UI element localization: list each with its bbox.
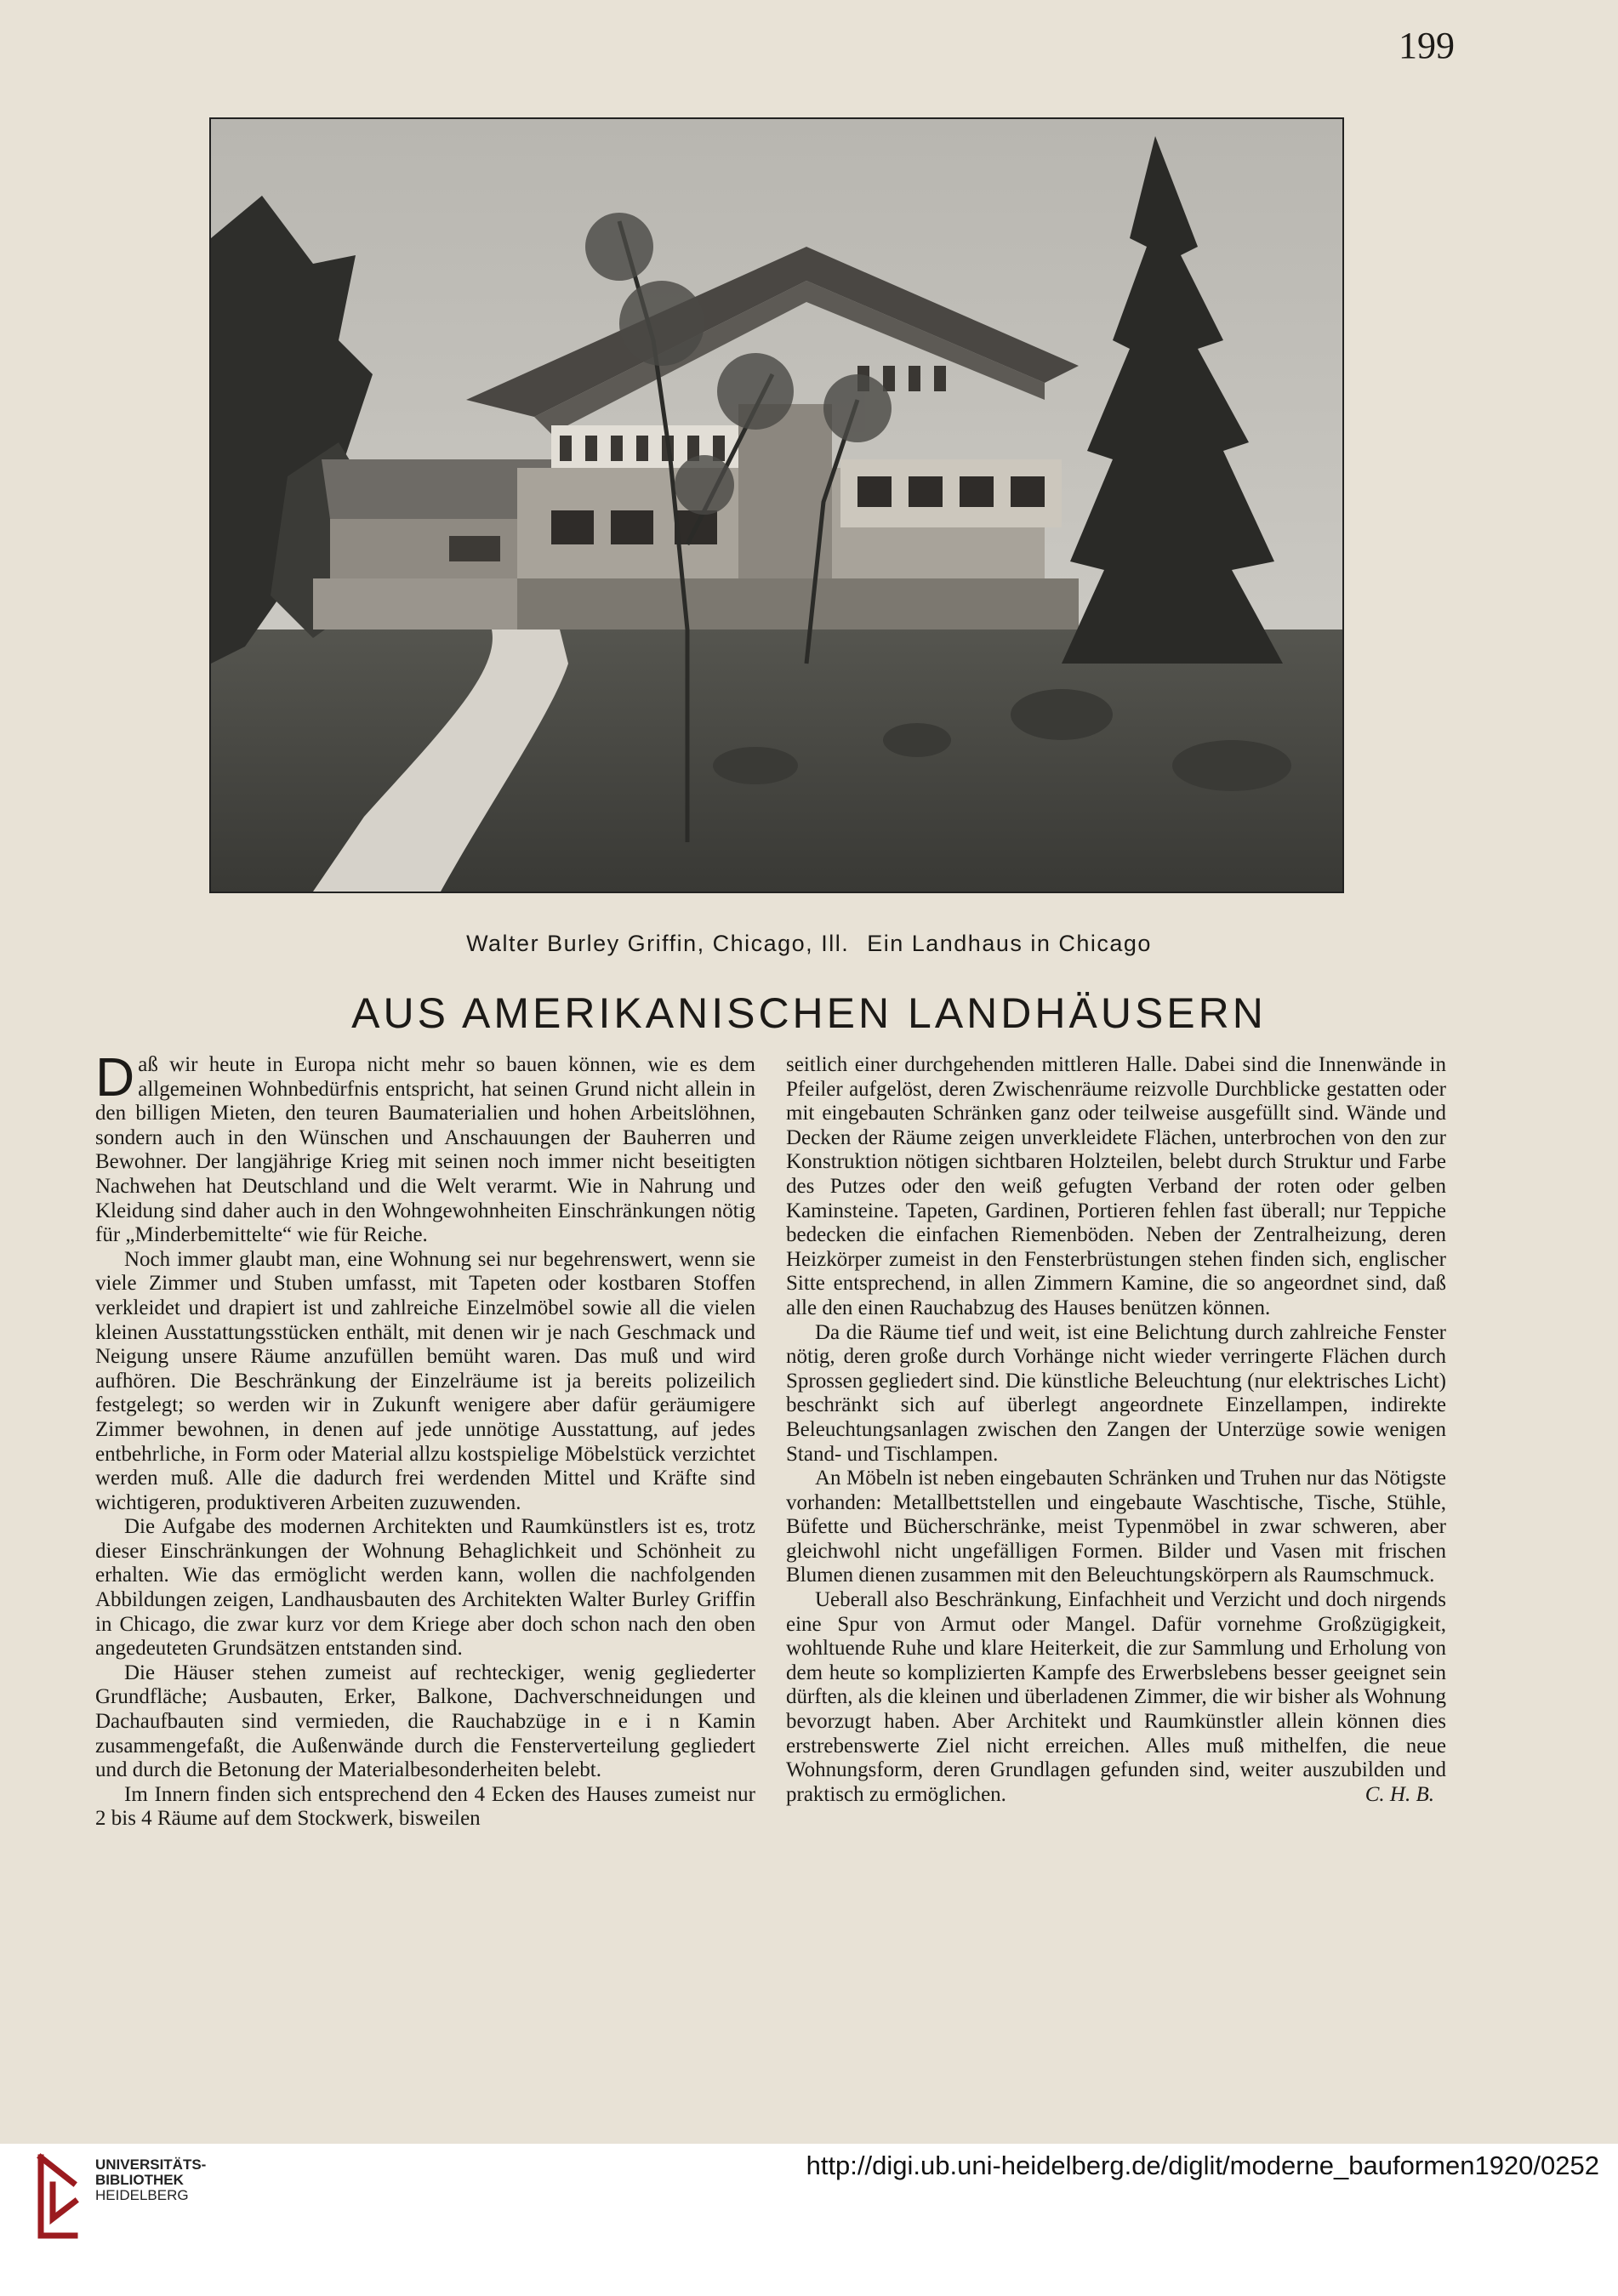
caption-architect: Walter Burley Griffin, Chicago, Ill. (466, 931, 850, 956)
drop-cap: D (95, 1046, 135, 1108)
institution-line: HEIDELBERG (95, 2187, 189, 2203)
institution-name (95, 2157, 206, 2203)
paragraph: Die Aufgabe des modernen Architekten und Raumkünstlers ist es, trotz dieser Einschränkungen der Wohnung Behaglichkeit und Schönheit zu erhalten. Wie das ermöglicht werden kann, wollen die nachfolgenden Abbildungen zeigen, Landhausbauten des Architekten Walter Burley Griffin in Chicago, die zwar kurz vor dem Kriege aber doch schon nach den oben angedeuteten Grundsätzen entstanden sind. (95, 1515, 755, 1661)
paragraph: Da die Räume tief und weit, ist eine Belichtung durch zahlreiche Fenster nötig, deren große durch Vorhänge nicht wieder verringerte Flächen durch Sprossen gegliedert sind. Die künstliche Beleuchtung (nur elektrisches Licht) beschränkt sich auf überlegt angeordnete Einzellampen, indirekte Beleuchtungsanlagen zwischen den Zangen der Unterzüge sowie wenigen Stand- und Tischlampen. (786, 1320, 1446, 1466)
caption-place: Ein Landhaus in Chicago (867, 931, 1152, 956)
page-number: 199 (1399, 25, 1455, 66)
article-title: AUS AMERIKANISCHEN LANDHÄUSERN (351, 989, 1267, 1037)
paragraph: Ueberall also Beschränkung, Einfachheit und Verzicht und doch nirgends eine Spur von Armut oder Mangel. Dafür vornehme Großzügigkeit, wohltuende Ruhe und klare Heiterkeit, die zur Sammlung und Erholung von dem heute so komplizierten Kampfe des Erwerbslebens besser geeignet sein dürften, als die kleinen und überladenen Zimmer, die wir bisher als Wohnung bevorzugt haben. Aber Architekt und Raumkünstler allein können dies erstrebenswerte Ziel nicht erreichen. Alles muß mithelfen, die neue Wohnungsform, deren Grundlagen gefunden sind, weiter auszubilden und praktisch zu ermöglichen. C. H. B. (786, 1588, 1446, 1806)
institution-line: BIBLIOTHEK (95, 2172, 184, 2188)
institution-line: UNIVERSITÄTS- (95, 2156, 207, 2173)
house-photograph (209, 117, 1344, 893)
figure-caption (0, 931, 1618, 957)
paragraph: Im Innern finden sich entsprechend den 4 Ecken des Hauses zumeist nur 2 bis 4 Räume auf dem Stockwerk, bisweilen (95, 1782, 755, 1831)
paragraph: Noch immer glaubt man, eine Wohnung sei nur begehrenswert, wenn sie viele Zimmer und Stuben umfasst, mit Tapeten oder kostbaren Stoffen verkleidet und drapiert ist und zahlreiche Einzelmöbel sowie all die vielen kleinen Ausstattungsstücken enthält, mit denen wir je nach Geschmack und Neigung unsere Räume anzufüllen bemüht waren. Das muß und wird aufhören. Die Beschränkung der Einzelräume ist ja bereits polizeilich festgelegt; so werden wir in Zukunft wenigere aber dafür geräumigere Zimmer bewohnen, in denen auf jede unnötige Ausstattung, auf jedes entbehrliche, in Form oder Material allzu kostspielige Möbelstück verzichtet werden muß. Alle die dadurch frei werdenden Mittel und Kräfte sind wichtigeren, produktiveren Arbeiten zuzuwenden. (95, 1247, 755, 1514)
paragraph: An Möbeln ist neben eingebauten Schränken und Truhen nur das Nötigste vorhanden: Metallbettstellen und eingebaute Waschtische, Tische, Stühle, Büfette und Bücherschränke, meist Typenmöbel in zwar schweren, aber gleichwohl nicht ungefälligen Formen. Bilder und Vasen mit frischen Blumen dienen zusammen mit den Beleuchtungskörpern als Raumschmuck. (786, 1467, 1446, 1587)
left-text-column (95, 1046, 755, 1832)
right-text-column (786, 1053, 1446, 1807)
source-url-link[interactable]: http://digi.ub.uni-heidelberg.de/diglit/moderne_bauformen1920/0252 (806, 2151, 1599, 2180)
paragraph: Die Häuser stehen zumeist auf rechteckiger, wenig gegliederter Grundfläche; Ausbauten, Erker, Balkone, Dachverschneidungen und Dachaufbauten sind vermieden, die Rauchabzüge in e i n Kamin zusammengefaßt, die Außenwände durch die Fensterverteilung gegliedert und durch die Betonung der Materialbesonderheiten belebt. (95, 1661, 755, 1782)
paragraph: seitlich einer durchgehenden mittleren Halle. Dabei sind die Innenwände in Pfeiler aufgelöst, deren Zwischenräume reizvolle Durchblicke gestatten oder mit eingebauten Schränken ganz oder teilweise ausgefüllt sind. Wände und Decken der Räume zeigen unverkleidete Flächen, unterbrochen von den zur Konstruktion nötigen sichtbaren Holzteilen, belebt durch Struktur und Farbe des Putzes oder den weiß gefugten Verband der roten oder gelben Kaminsteine. Tapeten, Gardinen, Portieren fehlen fast überall; nur Teppiche bedecken die einfachen Riemenböden. Neben der Zentralheizung, deren Heizkörper zumeist in den Fensterbrüstungen stehen finden sich, englischer Sitte entsprechend, in allen Zimmern Kamine, die so angeordnet sind, daß alle den einen Rauchabzug des Hauses benützen können. (786, 1053, 1446, 1319)
author-signature: C. H. B. (1364, 1782, 1434, 1806)
paragraph: Daß wir heute in Europa nicht mehr so bauen können, wie es dem allgemeinen Wohnbedürfnis entspricht, hat seinen Grund nicht allein in den billigen Mieten, den teuren Baumaterialien und hohen Arbeitslöhnen, sondern auch in den Wünschen und Anschauungen der Bauherren und Bewohner. Der langjährige Krieg mit seinen noch immer nicht beseitigten Nachwehen hat Deutschland und die Welt verarmt. Wie in Nahrung und Kleidung sind daher auch in den Wohngewohnheiten Einschränkungen nötig für „Minderbemittelte“ wie für Reiche. (95, 1046, 755, 1247)
university-library-logo-icon (32, 2151, 83, 2244)
